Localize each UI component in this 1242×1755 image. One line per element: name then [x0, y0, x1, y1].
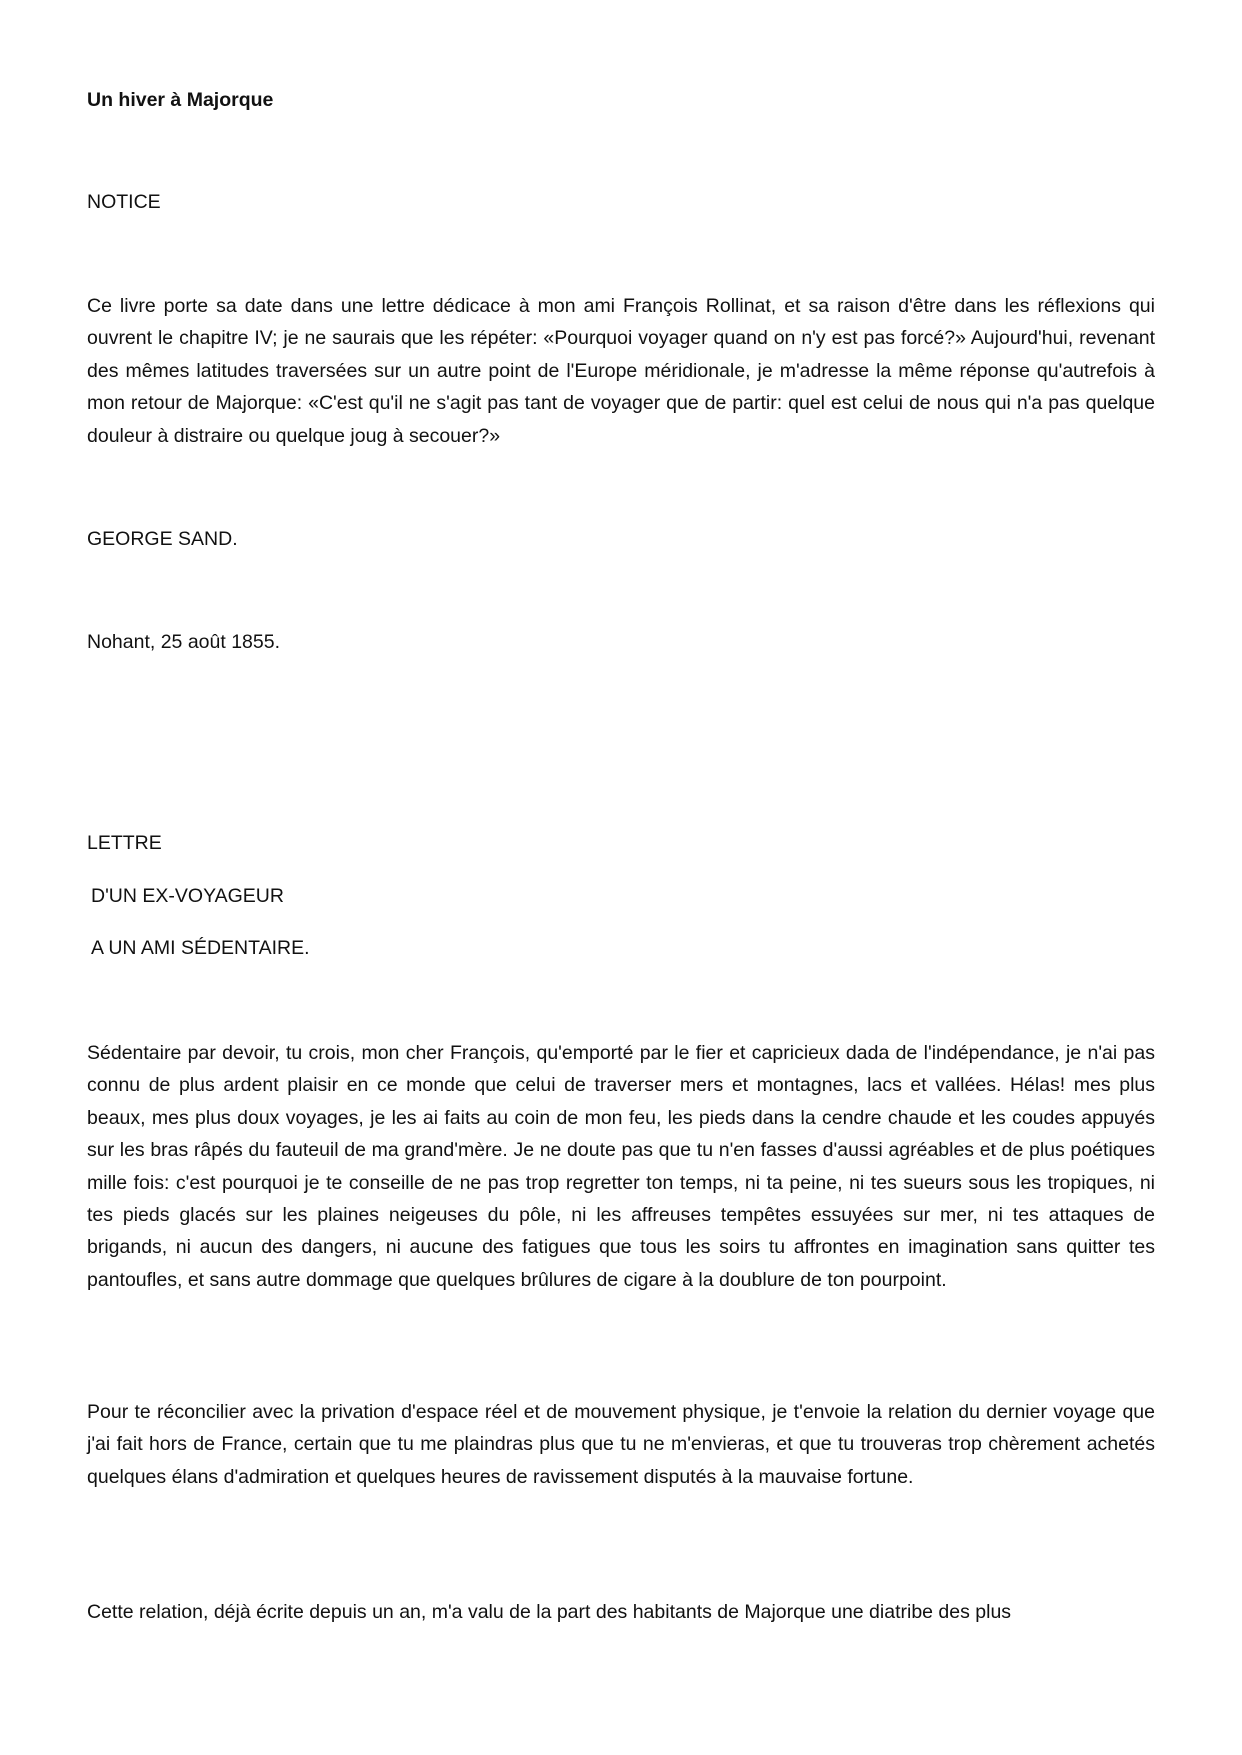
letter-heading-ex-voyageur: D'UN EX-VOYAGEUR	[91, 885, 284, 907]
notice-paragraph: Ce livre porte sa date dans une lettre dédicace à mon ami François Rollinat, et sa raison d'être dans les réflexions qui ouvrent le chapitre IV; je ne saurais que les répéter: «Pourquoi voyager quand on n'y est pas forcé?» Aujourd'hui, revenant des mêmes latitudes traversées sur un autre point de l'Europe méridionale, je m'adresse la même réponse qu'autrefois à mon retour de Majorque: «C'est qu'il ne s'agit pas tant de voyager que de partir: quel est celui de nous qui n'a pas quelque douleur à distraire ou quelque joug à secouer?»	[87, 295, 1155, 447]
letter-paragraph-3: Cette relation, déjà écrite depuis un an, m'a valu de la part des habitants de Majorque une diatribe des plus	[87, 1601, 1012, 1623]
notice-heading: NOTICE	[87, 191, 161, 213]
letter-heading-ami-sedentaire: A UN AMI SÉDENTAIRE.	[91, 937, 310, 959]
letter-paragraph-1: Sédentaire par devoir, tu crois, mon cher François, qu'emporté par le fier et capricieux dada de l'indépendance, je n'ai pas connu de plus ardent plaisir en ce monde que celui de traverser mers et montagnes, lacs et vallées. Hélas! mes plus beaux, mes plus doux voyages, je les ai faits au coin de mon feu, les pieds dans la cendre chaude et les coudes appuyés sur les bras râpés du fauteuil de ma grand'mère. Je ne doute pas que tu n'en fasses d'aussi agréables et de plus poétiques mille fois: c'est pourquoi je te conseille de ne pas trop regretter ton temps, ni ta peine, ni tes sueurs sous les tropiques, ni tes pieds glacés sur les plaines neigeuses du pôle, ni les affreuses tempêtes essuyées sur mer, ni tes attaques de brigands, ni aucun des dangers, ni aucune des fatigues que tous les soirs tu affrontes en imagination sans quitter tes pantoufles, et sans autre dommage que quelques brûlures de cigare à la doublure de ton pourpoint.	[87, 1042, 1155, 1291]
document-title: Un hiver à Majorque	[87, 89, 274, 111]
signature: GEORGE SAND.	[87, 528, 238, 550]
letter-heading-lettre: LETTRE	[87, 832, 162, 854]
letter-paragraph-2: Pour te réconcilier avec la privation d'espace réel et de mouvement physique, je t'envoie la relation du dernier voyage que j'ai fait hors de France, certain que tu me plaindras plus que tu ne m'envieras, et que tu trouveras trop chèrement achetés quelques élans d'admiration et quelques heures de ravissement disputés à la mauvaise fortune.	[87, 1401, 1155, 1488]
place-date: Nohant, 25 août 1855.	[87, 631, 280, 653]
